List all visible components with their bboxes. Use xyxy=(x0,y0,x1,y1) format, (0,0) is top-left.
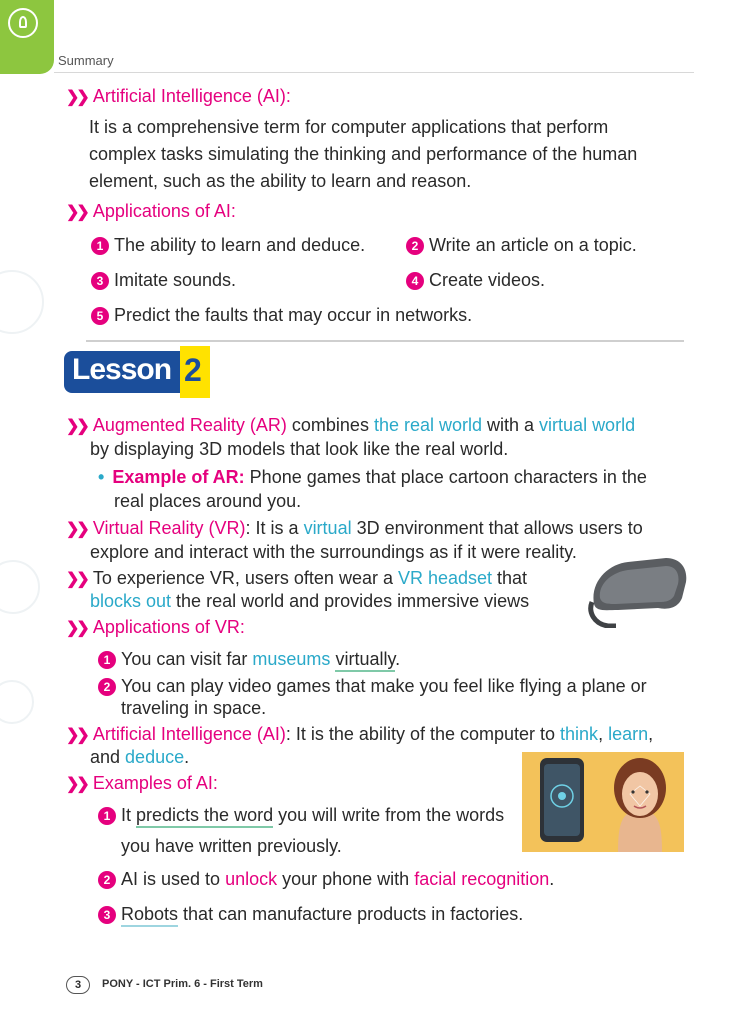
facial-recognition-image xyxy=(522,752,684,852)
number-badge: 1 xyxy=(98,651,116,669)
chevron-right-icon: ❯❯ xyxy=(66,89,87,106)
number-badge: 4 xyxy=(406,272,424,290)
vr-experience-line-1: ❯❯ To experience VR, users often wear a VR headset that xyxy=(66,568,528,588)
number-badge: 1 xyxy=(91,237,109,255)
ai-definition-line-1: It is a comprehensive term for computer applications that perform xyxy=(89,117,609,137)
ai-apps-heading-row xyxy=(66,200,236,224)
number-badge: 5 xyxy=(91,307,109,325)
ai-definition-line-1: ❯❯ Artificial Intelligence (AI): It is the ability of the computer to think, learn, xyxy=(66,724,654,744)
number-badge: 2 xyxy=(406,237,424,255)
ai-example-item: 1 It predicts the word you will write from the words xyxy=(98,804,504,826)
ai-heading-row xyxy=(66,85,291,109)
number-badge: 3 xyxy=(98,906,116,924)
ai-app-item: 1 The ability to learn and deduce. xyxy=(91,234,365,256)
chevron-right-icon: ❯❯ xyxy=(66,620,87,637)
lesson-label: Lesson xyxy=(72,353,172,386)
ai-app-item: 2 Write an article on a topic. xyxy=(406,234,637,256)
ai-definition-line-2: complex tasks simulating the thinking and performance of the human xyxy=(89,144,638,164)
ai-app-item: 4 Create videos. xyxy=(406,269,545,291)
vr-definition-line-2: explore and interact with the surroundings as if it were reality. xyxy=(90,542,577,562)
lesson-number: 2 xyxy=(184,352,202,388)
vr-app-item: 1 You can visit far museums virtually. xyxy=(98,648,400,670)
ar-example-line-2: real places around you. xyxy=(114,491,302,511)
vr-app-item: 2 You can play video games that make you feel like flying a plane or xyxy=(98,675,647,697)
chevron-right-icon: ❯❯ xyxy=(66,204,87,221)
vr-definition-line-1: ❯❯ Virtual Reality (VR): It is a virtual 3D environment that allows users to xyxy=(66,518,643,538)
number-badge: 3 xyxy=(91,272,109,290)
watermark-circle-icon xyxy=(0,270,44,334)
watermark-circle-icon xyxy=(0,680,34,724)
ai-definition-line-2: and deduce. xyxy=(90,747,190,767)
ai-example-item-line-2: you have written previously. xyxy=(121,836,342,856)
vr-headset-image xyxy=(588,552,692,628)
ai-app-item: 3 Imitate sounds. xyxy=(91,269,236,291)
ai-example-item: 2 AI is used to unlock your phone with facial recognition. xyxy=(98,868,554,890)
chevron-right-icon: ❯❯ xyxy=(66,727,87,744)
ar-example-line-1: • Example of AR: Phone games that place cartoon characters in the xyxy=(98,467,647,487)
ai-definition-line-3: element, such as the ability to learn and reason. xyxy=(89,171,472,191)
chevron-right-icon: ❯❯ xyxy=(66,521,87,538)
ar-definition-line-2: by displaying 3D models that look like the real world. xyxy=(90,439,509,459)
vr-app-item-line-2: traveling in space. xyxy=(121,698,267,718)
chevron-right-icon: ❯❯ xyxy=(66,418,87,435)
lightbulb-icon xyxy=(8,8,38,38)
bullet-icon: • xyxy=(98,467,105,487)
header-divider xyxy=(54,72,694,73)
vr-apps-heading: Applications of VR: xyxy=(92,617,245,637)
summary-label: Summary xyxy=(58,53,114,68)
number-badge: 1 xyxy=(98,807,116,825)
ai-example-item: 3 Robots that can manufacture products in factories. xyxy=(98,903,523,925)
chevron-right-icon: ❯❯ xyxy=(66,776,87,793)
number-badge: 2 xyxy=(98,871,116,889)
vr-apps-heading-row xyxy=(66,616,245,640)
ai-heading: Artificial Intelligence (AI): xyxy=(92,86,291,106)
vr-experience-line-2: blocks out the real world and provides immersive views xyxy=(90,591,530,611)
ai-examples-heading-row xyxy=(66,772,218,796)
watermark-gear-icon xyxy=(0,560,40,614)
section-divider xyxy=(86,340,684,342)
ai-examples-heading: Examples of AI: xyxy=(92,773,218,793)
ai-apps-heading: Applications of AI: xyxy=(92,201,236,221)
ai-app-item: 5 Predict the faults that may occur in networks. xyxy=(91,304,472,326)
ar-definition-line-1: ❯❯ Augmented Reality (AR) combines the real world with a virtual world xyxy=(66,415,636,435)
number-badge: 2 xyxy=(98,678,116,696)
footer-title: PONY - ICT Prim. 6 - First Term xyxy=(102,978,263,990)
page-number: 3 xyxy=(66,976,90,994)
chevron-right-icon: ❯❯ xyxy=(66,571,87,588)
